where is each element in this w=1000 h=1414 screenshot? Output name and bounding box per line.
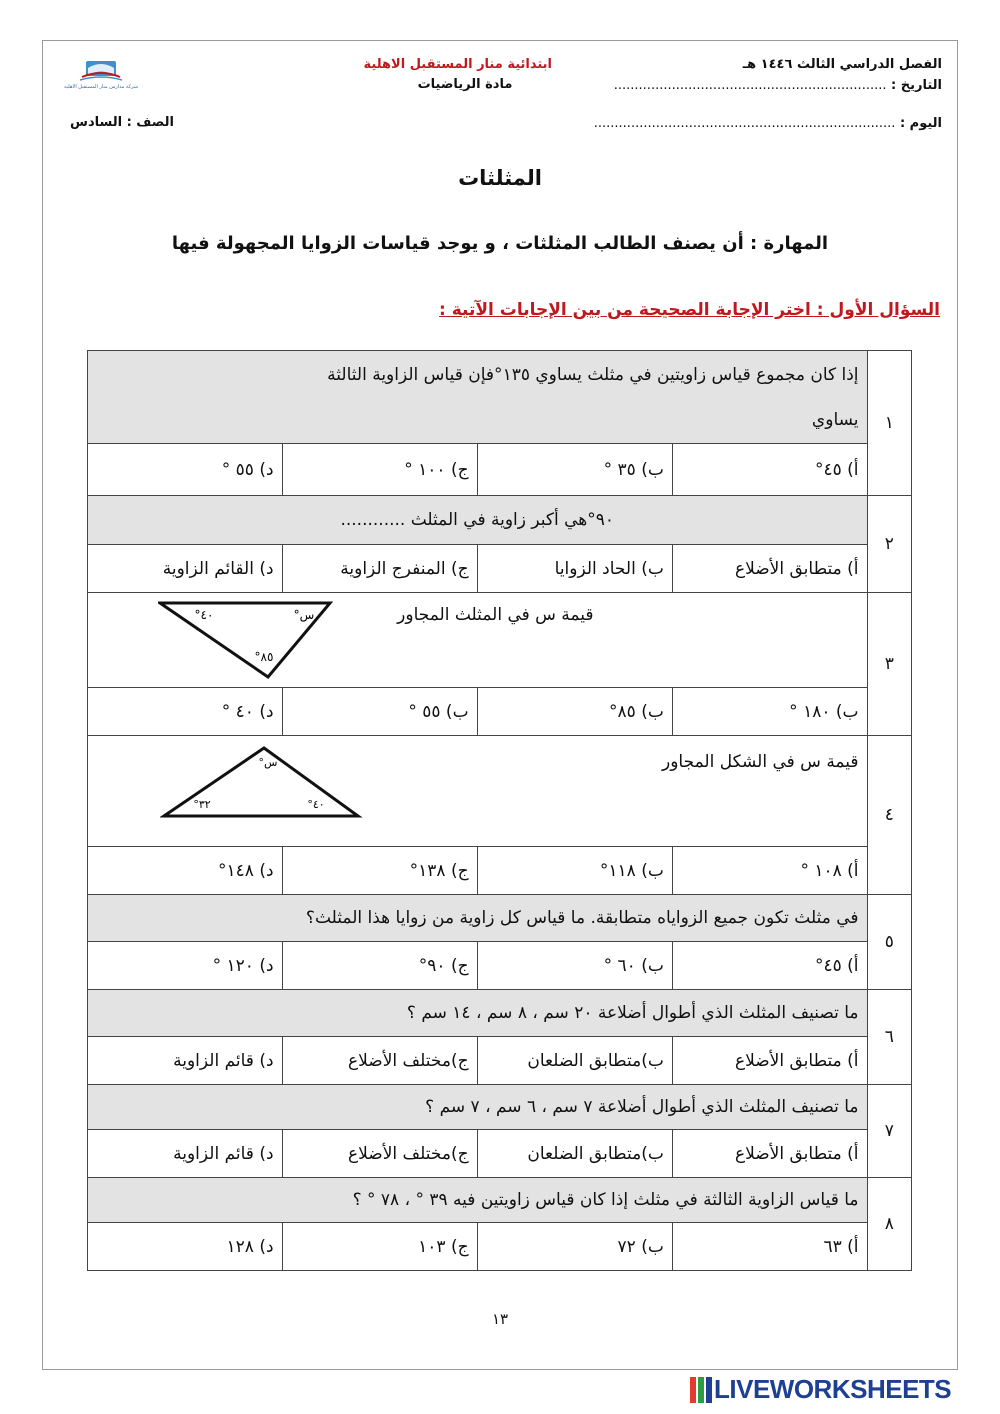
question-stem <box>88 736 868 847</box>
day-field <box>594 116 942 131</box>
logo-text: شركة مدارس منار المستقبل الأهلية <box>63 84 139 90</box>
table-row <box>88 351 912 444</box>
question-number: ٤ <box>867 736 911 895</box>
question-number: ٦ <box>867 990 911 1085</box>
question-stem <box>88 351 868 444</box>
option-b[interactable]: ب) ٨٥° <box>477 688 672 736</box>
option-a[interactable]: أ) متطابق الأضلاع <box>672 545 867 593</box>
option-b[interactable]: ب) ٣٥ ° <box>477 444 672 496</box>
stem-line: قيمة س في الشكل المجاور <box>662 752 859 772</box>
stem-line: ٩٠°هي أكبر زاوية في المثلث ............ <box>340 510 615 530</box>
page-title: المثلثات <box>458 166 542 190</box>
question-stem <box>88 1178 868 1223</box>
angle-label-32: ٣٢° <box>193 798 211 811</box>
question-number: ٢ <box>867 496 911 593</box>
date-dots[interactable]: .................................................................. <box>613 78 887 93</box>
angle-label-s: س° <box>293 608 315 622</box>
option-d[interactable]: د) قائم الزاوية <box>88 1130 283 1178</box>
page-number: ١٣ <box>491 1310 509 1328</box>
table-row <box>88 444 912 496</box>
school-name: ابتدائية منار المستقبل الاهلية <box>363 57 552 72</box>
option-a[interactable]: ب) ١٨٠ ° <box>672 688 867 736</box>
angle-label-85: ٨٥° <box>254 650 274 664</box>
option-c[interactable]: ج) المنفرج الزاوية <box>282 545 477 593</box>
term-label: الفصل الدراسي الثالث ١٤٤٦ هـ <box>742 57 942 72</box>
grade-label: الصف : السادس <box>70 115 174 130</box>
angle-label-s: س° <box>258 756 278 769</box>
question-number: ٨ <box>867 1178 911 1271</box>
angle-label-40: ٤٠° <box>307 798 325 811</box>
question-stem <box>88 990 868 1037</box>
option-d[interactable]: د) ٥٥ ° <box>88 444 283 496</box>
question-number: ٣ <box>867 593 911 736</box>
date-field <box>614 78 942 93</box>
option-a[interactable]: أ) متطابق الأضلاع <box>672 1037 867 1085</box>
option-a[interactable]: أ) ١٠٨ ° <box>672 847 867 895</box>
option-a[interactable]: أ) ٦٣ <box>672 1223 867 1271</box>
table-row <box>88 847 912 895</box>
day-dots[interactable]: ......................................................................... <box>593 116 896 131</box>
option-b[interactable]: ب) ١١٨° <box>477 847 672 895</box>
option-b[interactable]: ب) ٧٢ <box>477 1223 672 1271</box>
option-a[interactable]: أ) ٤٥° <box>672 942 867 990</box>
option-c[interactable]: ج) ١٠٣ <box>282 1223 477 1271</box>
question-stem <box>88 895 868 942</box>
option-c[interactable]: ج)مختلف الأضلاع <box>282 1130 477 1178</box>
option-d[interactable]: د) قائم الزاوية <box>88 1037 283 1085</box>
table-row <box>88 1037 912 1085</box>
table-row <box>88 942 912 990</box>
option-b[interactable]: ب)متطابق الضلعان <box>477 1130 672 1178</box>
table-row <box>88 593 912 688</box>
table-row <box>88 895 912 942</box>
table-row <box>88 736 912 847</box>
skill-statement: المهارة : أن يصنف الطالب المثلثات ، و يوجد قياسات الزوايا المجهولة فيها <box>171 233 829 254</box>
option-a[interactable]: أ) متطابق الأضلاع <box>672 1130 867 1178</box>
day-label: اليوم : <box>899 116 942 131</box>
stem-line: قيمة س في المثلث المجاور <box>397 605 594 625</box>
stem-line: ما تصنيف المثلث الذي أطوال أضلاعة ٧ سم ، ٦ سم ، ٧ سم ؟ <box>425 1097 859 1117</box>
table-row <box>88 496 912 545</box>
option-c[interactable]: ج) ١٠٠ ° <box>282 444 477 496</box>
option-c[interactable]: ج)مختلف الأضلاع <box>282 1037 477 1085</box>
school-logo <box>58 58 144 94</box>
option-c[interactable]: ج) ١٣٨° <box>282 847 477 895</box>
question-number: ٥ <box>867 895 911 990</box>
brand-footer[interactable] <box>690 1374 951 1405</box>
option-a[interactable]: أ) ٤٥° <box>672 444 867 496</box>
option-b[interactable]: ب)متطابق الضلعان <box>477 1037 672 1085</box>
option-d[interactable]: د) ١٢٠ ° <box>88 942 283 990</box>
questions-table <box>87 350 912 1271</box>
stem-line: إذا كان مجموع قياس زاويتين في مثلث يساوي ١٣٥°فإن قياس الزاوية الثالثة <box>327 365 859 385</box>
question-number: ٧ <box>867 1085 911 1178</box>
brand-name: LIVEWORKSHEETS <box>714 1374 952 1404</box>
option-d[interactable]: د) ١٢٨ <box>88 1223 283 1271</box>
option-d[interactable]: د) ٤٠ ° <box>88 688 283 736</box>
option-d[interactable]: د) ١٤٨° <box>88 847 283 895</box>
stem-line: في مثلث تكون جميع الزواياه متطابقة. ما قياس كل زاوية من زوايا هذا المثلث؟ <box>305 908 859 928</box>
triangle-figure <box>158 599 338 681</box>
subject-name: مادة الرياضيات <box>417 77 513 92</box>
question-stem <box>88 496 868 545</box>
triangle-figure <box>160 744 364 824</box>
table-row <box>88 990 912 1037</box>
question-stem <box>88 1085 868 1130</box>
table-row <box>88 1223 912 1271</box>
question-heading: السؤال الأول : اختر الإجابة الصحيحة من بين الإجابات الآتية : <box>439 300 940 320</box>
option-c[interactable]: ب) ٥٥ ° <box>282 688 477 736</box>
stem-line: يساوي <box>811 410 859 430</box>
stem-line: ما قياس الزاوية الثالثة في مثلث إذا كان قياس زاويتين فيه ٣٩ ° ، ٧٨ ° ؟ <box>352 1190 859 1210</box>
question-stem <box>88 593 868 688</box>
option-b[interactable]: ب) ٦٠ ° <box>477 942 672 990</box>
stem-line: ما تصنيف المثلث الذي أطوال أضلاعة ٢٠ سم ، ٨ سم ، ١٤ سم ؟ <box>406 1003 859 1023</box>
table-row <box>88 545 912 593</box>
table-row <box>88 1085 912 1130</box>
liveworksheets-logo-icon <box>690 1375 714 1405</box>
table-row <box>88 1130 912 1178</box>
table-row <box>88 1178 912 1223</box>
option-c[interactable]: ج) ٩٠° <box>282 942 477 990</box>
date-label: التاريخ : <box>891 78 942 93</box>
question-number: ١ <box>867 351 911 496</box>
option-d[interactable]: د) القائم الزاوية <box>88 545 283 593</box>
option-b[interactable]: ب) الحاد الزوايا <box>477 545 672 593</box>
table-row <box>88 688 912 736</box>
angle-label-40: ٤٠° <box>194 608 214 622</box>
